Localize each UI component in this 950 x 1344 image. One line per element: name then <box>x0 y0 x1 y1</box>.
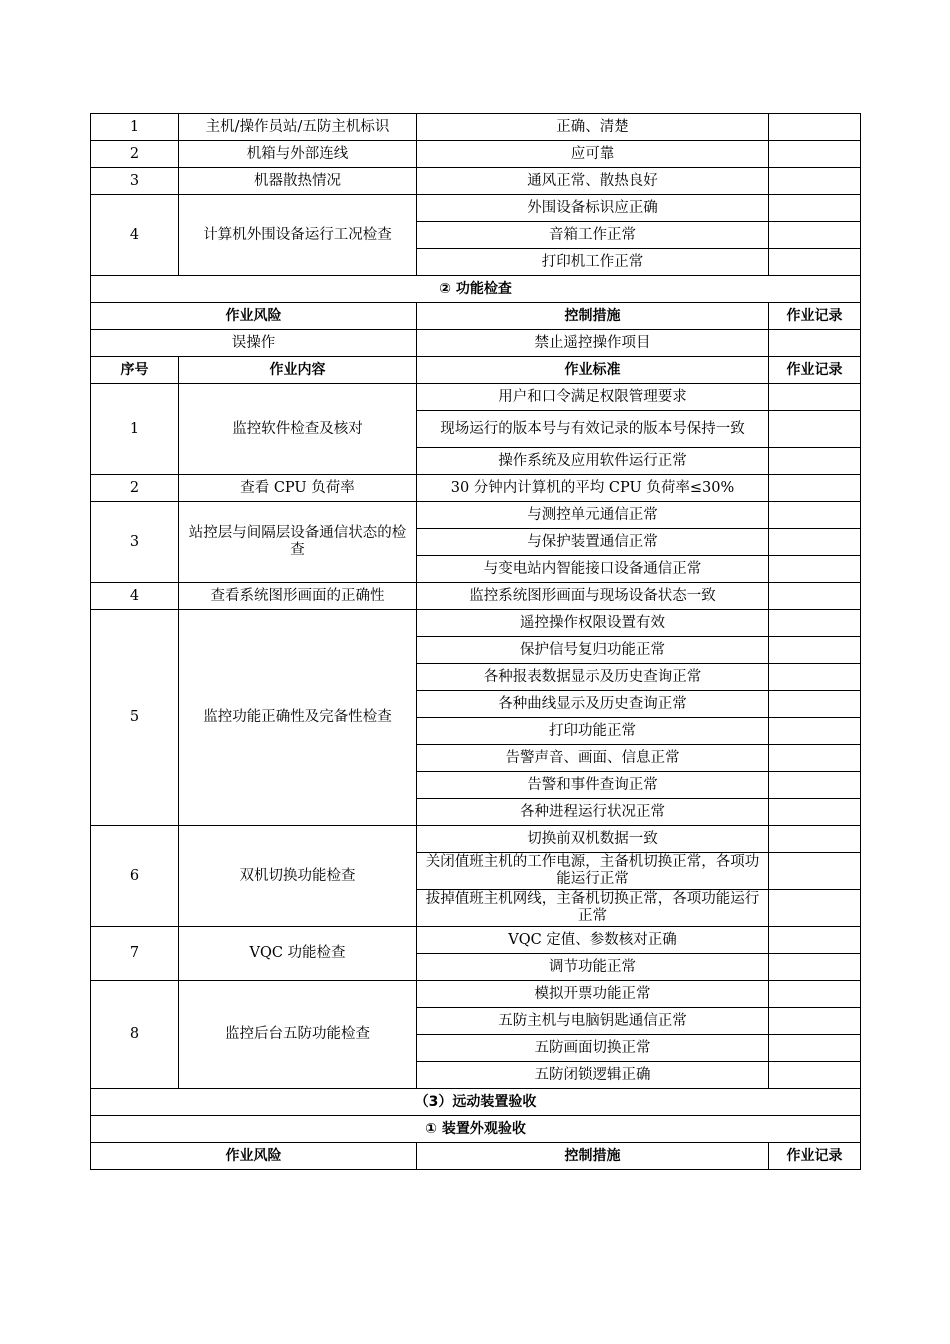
work-record-cell[interactable] <box>769 141 861 168</box>
work-standard: 与变电站内智能接口设备通信正常 <box>417 556 769 583</box>
work-record-cell[interactable] <box>769 411 861 448</box>
row-number: 4 <box>91 195 179 276</box>
work-record-cell[interactable] <box>769 890 861 927</box>
work-record-cell[interactable] <box>769 927 861 954</box>
row-number: 2 <box>91 475 179 502</box>
table-row <box>91 502 861 529</box>
work-standard: 遥控操作权限设置有效 <box>417 610 769 637</box>
table-row <box>91 384 861 411</box>
work-standard: 各种曲线显示及历史查询正常 <box>417 691 769 718</box>
work-standard: 30 分钟内计算机的平均 CPU 负荷率≤30% <box>417 475 769 502</box>
risk-header: 作业风险 <box>91 303 417 330</box>
work-standard: VQC 定值、参数核对正确 <box>417 927 769 954</box>
table-row <box>91 114 861 141</box>
work-record-cell[interactable] <box>769 637 861 664</box>
table-row <box>91 141 861 168</box>
work-standard: 通风正常、散热良好 <box>417 168 769 195</box>
work-record-cell[interactable] <box>769 954 861 981</box>
work-content: 查看 CPU 负荷率 <box>179 475 417 502</box>
work-record-cell[interactable] <box>769 583 861 610</box>
measure-header: 控制措施 <box>417 303 769 330</box>
work-content: 双机切换功能检查 <box>179 826 417 927</box>
work-record-cell[interactable] <box>769 475 861 502</box>
work-record-cell[interactable] <box>769 981 861 1008</box>
risk-header-row <box>91 1143 861 1170</box>
work-content: 机器散热情况 <box>179 168 417 195</box>
work-standard: 打印功能正常 <box>417 718 769 745</box>
measure-header: 控制措施 <box>417 1143 769 1170</box>
row-number: 2 <box>91 141 179 168</box>
record-header: 作业记录 <box>769 1143 861 1170</box>
work-content: 机箱与外部连线 <box>179 141 417 168</box>
work-record-cell[interactable] <box>769 718 861 745</box>
work-record-cell[interactable] <box>769 1062 861 1089</box>
standard-header: 作业标准 <box>417 357 769 384</box>
record-header: 作业记录 <box>769 303 861 330</box>
work-record-cell[interactable] <box>769 502 861 529</box>
work-record-cell[interactable] <box>769 384 861 411</box>
row-number: 1 <box>91 114 179 141</box>
work-standard: 五防画面切换正常 <box>417 1035 769 1062</box>
work-standard: 与保护装置通信正常 <box>417 529 769 556</box>
work-record-cell[interactable] <box>769 168 861 195</box>
work-record-cell[interactable] <box>769 1008 861 1035</box>
risk-header-row <box>91 303 861 330</box>
work-content: 监控功能正确性及完备性检查 <box>179 610 417 826</box>
work-record-cell[interactable] <box>769 249 861 276</box>
work-standard: 打印机工作正常 <box>417 249 769 276</box>
row-number: 4 <box>91 583 179 610</box>
work-standard: 正确、清楚 <box>417 114 769 141</box>
work-content: 查看系统图形画面的正确性 <box>179 583 417 610</box>
work-record-cell[interactable] <box>769 610 861 637</box>
work-content: 站控层与间隔层设备通信状态的检查 <box>179 502 417 583</box>
record-header: 作业记录 <box>769 357 861 384</box>
no-header: 序号 <box>91 357 179 384</box>
work-standard: 保护信号复归功能正常 <box>417 637 769 664</box>
work-record-cell[interactable] <box>769 448 861 475</box>
work-standard: 五防主机与电脑钥匙通信正常 <box>417 1008 769 1035</box>
work-content: 计算机外围设备运行工况检查 <box>179 195 417 276</box>
work-record-cell[interactable] <box>769 799 861 826</box>
section-subtitle-row <box>91 1116 861 1143</box>
work-record-cell[interactable] <box>769 691 861 718</box>
row-number: 3 <box>91 502 179 583</box>
risk-row <box>91 330 861 357</box>
content-header: 作业内容 <box>179 357 417 384</box>
work-standard: 操作系统及应用软件运行正常 <box>417 448 769 475</box>
work-standard: 外围设备标识应正确 <box>417 195 769 222</box>
work-standard: 切换前双机数据一致 <box>417 826 769 853</box>
work-standard: 关闭值班主机的工作电源，主备机切换正常，各项功能运行正常 <box>417 853 769 890</box>
measure-value: 禁止遥控操作项目 <box>417 330 769 357</box>
work-record-cell[interactable] <box>769 664 861 691</box>
work-standard: 应可靠 <box>417 141 769 168</box>
work-standard: 与测控单元通信正常 <box>417 502 769 529</box>
work-standard: 用户和口令满足权限管理要求 <box>417 384 769 411</box>
work-record-cell[interactable] <box>769 114 861 141</box>
section-title-row <box>91 1089 861 1116</box>
work-standard: 调节功能正常 <box>417 954 769 981</box>
table-row <box>91 981 861 1008</box>
row-number: 1 <box>91 384 179 475</box>
table-row <box>91 195 861 222</box>
work-record-cell[interactable] <box>769 222 861 249</box>
work-record-cell[interactable] <box>769 745 861 772</box>
table-row <box>91 826 861 853</box>
work-record-cell[interactable] <box>769 772 861 799</box>
work-standard: 各种进程运行状况正常 <box>417 799 769 826</box>
row-number: 5 <box>91 610 179 826</box>
work-record-cell[interactable] <box>769 195 861 222</box>
row-number: 7 <box>91 927 179 981</box>
risk-value: 误操作 <box>91 330 417 357</box>
work-record-cell[interactable] <box>769 853 861 890</box>
table-row <box>91 583 861 610</box>
section-title: （3）远动装置验收 <box>91 1089 861 1116</box>
work-standard: 五防闭锁逻辑正确 <box>417 1062 769 1089</box>
section-title-row <box>91 276 861 303</box>
work-standard: 监控系统图形画面与现场设备状态一致 <box>417 583 769 610</box>
table-row <box>91 610 861 637</box>
work-record-cell[interactable] <box>769 1035 861 1062</box>
work-standard: 现场运行的版本号与有效记录的版本号保持一致 <box>417 411 769 448</box>
row-number: 8 <box>91 981 179 1089</box>
work-record-cell[interactable] <box>769 330 861 357</box>
section-subtitle: ① 装置外观验收 <box>91 1116 861 1143</box>
work-record-cell[interactable] <box>769 826 861 853</box>
table-row <box>91 927 861 954</box>
work-content: VQC 功能检查 <box>179 927 417 981</box>
work-standard: 拔掉值班主机网线，主备机切换正常，各项功能运行正常 <box>417 890 769 927</box>
work-standard: 告警和事件查询正常 <box>417 772 769 799</box>
work-standard: 告警声音、画面、信息正常 <box>417 745 769 772</box>
table-row <box>91 168 861 195</box>
column-header-row <box>91 357 861 384</box>
row-number: 3 <box>91 168 179 195</box>
work-content: 监控后台五防功能检查 <box>179 981 417 1089</box>
work-standard: 模拟开票功能正常 <box>417 981 769 1008</box>
work-content: 监控软件检查及核对 <box>179 384 417 475</box>
table-row <box>91 475 861 502</box>
work-content: 主机/操作员站/五防主机标识 <box>179 114 417 141</box>
work-record-cell[interactable] <box>769 529 861 556</box>
row-number: 6 <box>91 826 179 927</box>
risk-header: 作业风险 <box>91 1143 417 1170</box>
work-standard: 各种报表数据显示及历史查询正常 <box>417 664 769 691</box>
acceptance-table <box>90 113 861 1170</box>
work-standard: 音箱工作正常 <box>417 222 769 249</box>
work-record-cell[interactable] <box>769 556 861 583</box>
section-title: ② 功能检查 <box>91 276 861 303</box>
